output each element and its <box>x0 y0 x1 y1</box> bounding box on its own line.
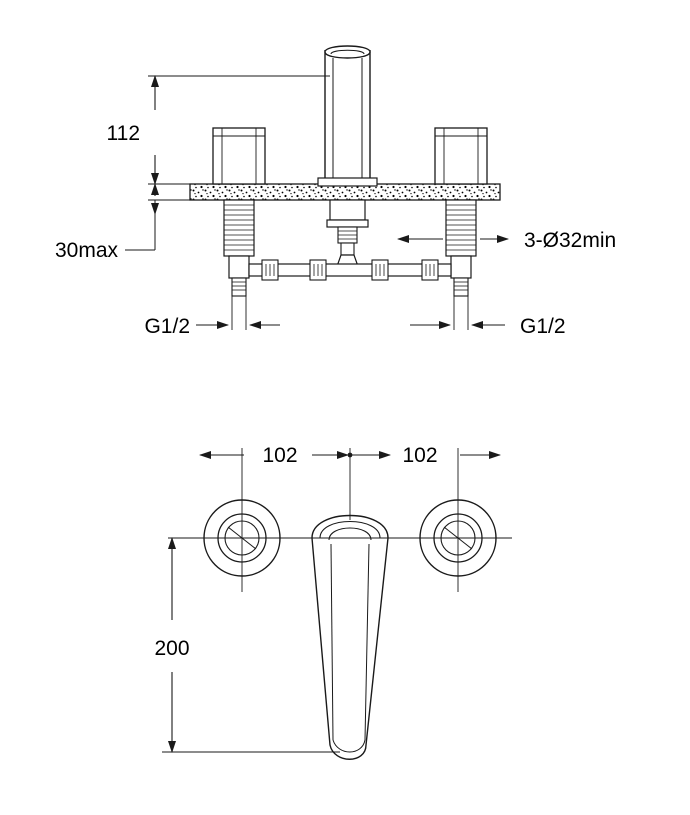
elevation-view <box>55 46 616 338</box>
plan-view <box>154 444 512 759</box>
spout-shank <box>327 200 368 272</box>
dim-label-g12-left: G1/2 <box>144 315 190 338</box>
plan-spout <box>312 516 388 760</box>
dim-label-102-left: 102 <box>262 444 298 467</box>
dim-label-g12-right: G1/2 <box>520 315 566 338</box>
dim-label-hole-spec: 3-Ø32min <box>524 229 617 252</box>
dim-label-30max: 30max <box>54 239 118 262</box>
dimension-hole-spec <box>398 229 616 252</box>
dimension-102-left <box>200 444 348 467</box>
dimension-30max <box>55 184 195 262</box>
dimension-inlet-right <box>410 296 566 338</box>
dim-label-112: 112 <box>106 122 140 145</box>
dimension-102-right <box>352 444 500 467</box>
spout-body <box>318 46 377 186</box>
dim-label-102-right: 102 <box>402 444 438 467</box>
dim-label-200: 200 <box>154 637 190 660</box>
dimension-inlet-left <box>144 296 280 338</box>
